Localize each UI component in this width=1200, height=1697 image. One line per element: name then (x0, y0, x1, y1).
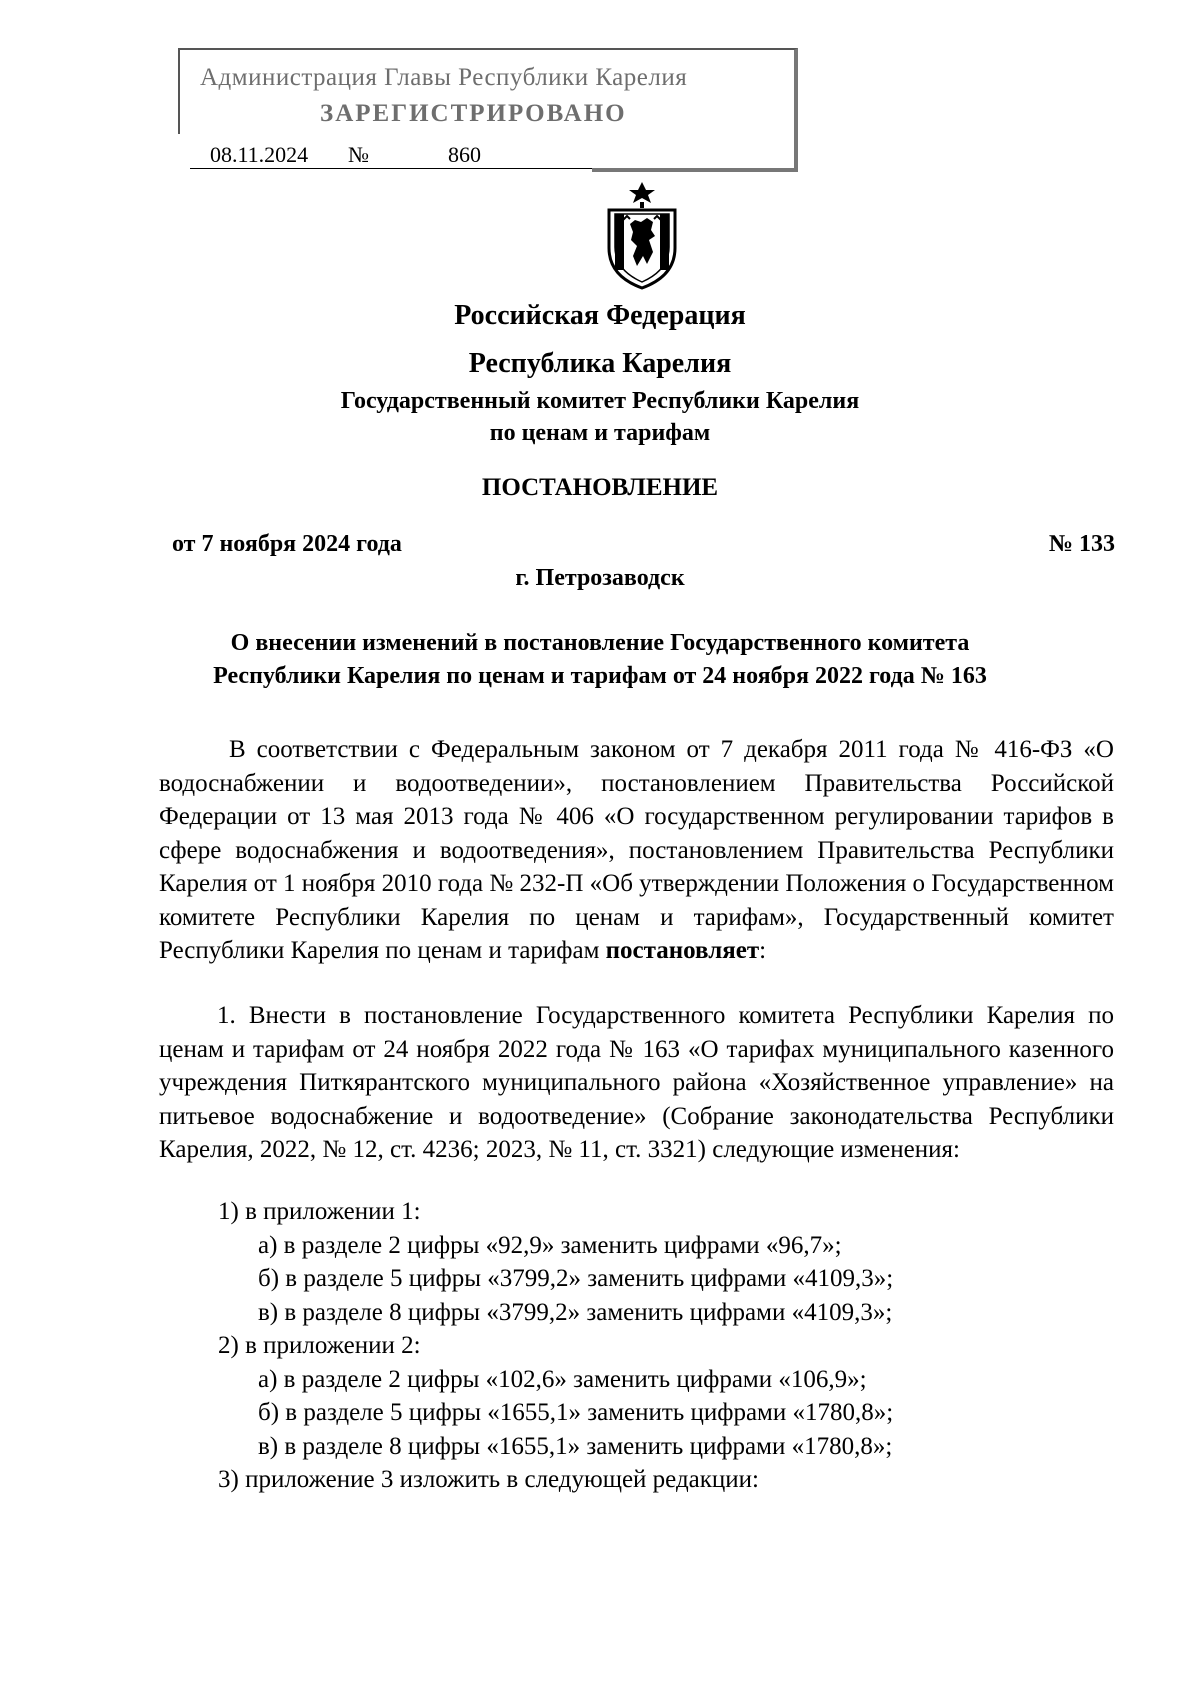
change-app1-c: в) в разделе 8 цифры «3799,2» заменить цифрами «4109,3»; (258, 1299, 893, 1326)
change-app1: 1) в приложении 1: (218, 1198, 421, 1225)
preamble-emphasis: постановляет (605, 937, 760, 964)
change-app1-b: б) в разделе 5 цифры «3799,2» заменить цифрами «4109,3»; (258, 1265, 894, 1292)
preamble-paragraph (159, 733, 1114, 968)
stamp-authority: Администрация Главы Республики Карелия (200, 64, 688, 91)
change-app3: 3) приложение 3 изложить в следующей редакции: (218, 1466, 759, 1493)
subject-line2: Республики Карелия по ценам и тарифам от 24 ноября 2022 года № 163 (213, 663, 987, 689)
committee-title-line2: по ценам и тарифам (489, 420, 711, 446)
change-app2-a: а) в разделе 2 цифры «102,6» заменить цифрами «106,9»; (258, 1366, 867, 1393)
document-city: г. Петрозаводск (515, 565, 685, 591)
change-app1-a: а) в разделе 2 цифры «92,9» заменить цифрами «96,7»; (258, 1232, 842, 1259)
stamp-date: 08.11.2024 (210, 142, 309, 167)
preamble-text: В соответствии с Федеральным законом от 7 декабря 2011 года № 416-ФЗ «О водоснабжении и водоотведении», постановлением Правительства Российской Федерации от 13 мая 2013 года № 406 «О государственном регулировании тарифов в сфере водоснабжения и водоотведения», постановлением Правительства Республики Карелия от 1 ноября 2010 года № 232-П «Об утверждении Положения о Государственном комитете Республики Карелия по ценам и тарифам», Государственный комитет Республики Карелия по ценам и тарифам (159, 736, 1114, 964)
change-app2-c: в) в разделе 8 цифры «1655,1» заменить цифрами «1780,8»; (258, 1433, 893, 1460)
preamble-end: : (759, 937, 767, 964)
stamp-registration-line (190, 140, 592, 169)
document-type: ПОСТАНОВЛЕНИЕ (481, 474, 719, 501)
republic-title: Республика Карелия (468, 348, 732, 379)
stamp-number: 860 (448, 142, 481, 167)
item1-paragraph: 1. Внести в постановление Государственного комитета Республики Карелия по ценам и тарифам от 24 ноября 2022 года № 163 «О тарифах муниципального казенного учреждения Питкярантского муниципального района «Хозяйственное управление» на питьевое водоснабжение и водоотведение» (Собрание законодательства Республики Карелия, 2022, № 12, ст. 4236; 2023, № 11, ст. 3321) следующие изменения: (159, 1002, 1114, 1163)
committee-title-line1: Государственный комитет Республики Карелия (340, 388, 860, 414)
stamp-status: ЗАРЕГИСТРИРОВАНО (320, 100, 627, 127)
change-app2-b: б) в разделе 5 цифры «1655,1» заменить цифрами «1780,8»; (258, 1399, 894, 1426)
document-date: от 7 ноября 2024 года (172, 531, 402, 557)
document-number: № 133 (1048, 531, 1115, 557)
change-app2: 2) в приложении 2: (218, 1332, 421, 1359)
subject-line1: О внесении изменений в постановление Государственного комитета (230, 630, 970, 656)
stamp-number-sign: № (348, 142, 369, 167)
country-title: Российская Федерация (454, 300, 746, 331)
coat-of-arms-icon (597, 180, 687, 290)
